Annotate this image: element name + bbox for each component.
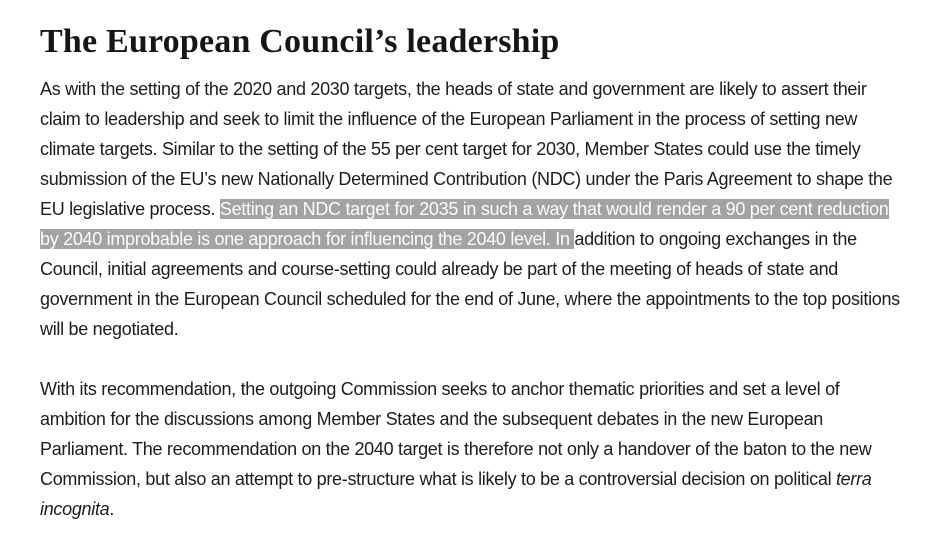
paragraph-commission-recommendation <box>40 374 904 524</box>
page-title: The European Council’s leadership <box>40 23 560 60</box>
paragraph-council-leadership <box>40 74 904 344</box>
paragraph2-post-italic-text: . <box>109 499 115 519</box>
paragraph1-post-highlight-text: addition to ongoing exchanges in the Council, initial agreements and course-setting could already be part of the meeting of heads of state and government in the European Council scheduled for the end of June, where the appointments to the top positions will be negotiated. <box>40 229 900 339</box>
article-body <box>40 74 904 524</box>
paragraph2-pre-italic-text: With its recommendation, the outgoing Commission seeks to anchor thematic priorities and set a level of ambition for the discussions among Member States and the subsequent debates in the new European Parliament. The recommendation on the 2040 target is therefore not only a handover of the baton to the new Commission, but also an attempt to pre-structure what is likely to be a controversial decision on political <box>40 379 872 489</box>
paragraph1-pre-highlight-text: As with the setting of the 2020 and 2030 targets, the heads of state and government are likely to assert their claim to leadership and seek to limit the influence of the European Parliament in the process of setting new climate targets. Similar to the setting of the 55 per cent target for 2030, Member States could use the timely submission of the EU’s new Nationally Determined Contribution (NDC) under the Paris Agreement to shape the EU legislative process. <box>40 79 893 219</box>
terra-incognita-italic-term: terra incognita <box>40 469 872 519</box>
selected-text-highlight: Setting an NDC target for 2035 in such a way that would render a 90 per cent reduction by 2040 improbable is one approach for influencing the 2040 level. In <box>40 199 889 249</box>
